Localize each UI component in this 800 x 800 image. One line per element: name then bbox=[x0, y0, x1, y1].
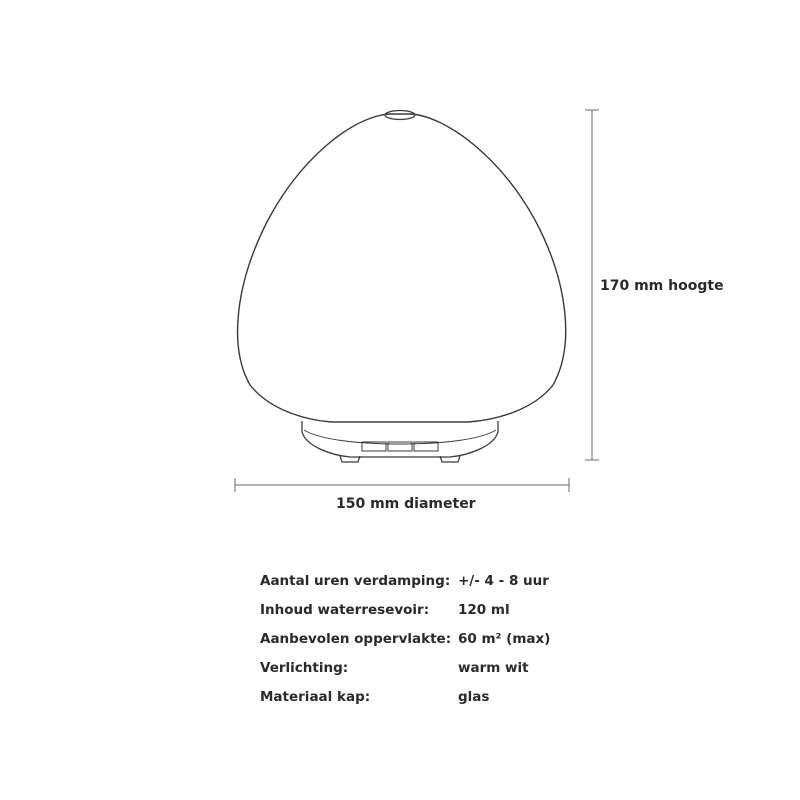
spec-value: 60 m² (max) bbox=[458, 630, 551, 647]
dome-top-opening bbox=[385, 111, 415, 120]
spec-row-reservoir-capacity bbox=[260, 595, 600, 624]
spec-row-shade-material bbox=[260, 682, 600, 711]
spec-row-recommended-area bbox=[260, 624, 600, 653]
spec-value: warm wit bbox=[458, 659, 529, 676]
spec-label: Aantal uren verdamping: bbox=[260, 572, 451, 589]
spec-value: 120 ml bbox=[458, 601, 510, 618]
control-button-2 bbox=[388, 442, 412, 451]
spec-table bbox=[260, 566, 600, 711]
spec-label: Verlichting: bbox=[260, 659, 349, 676]
spec-value: +/- 4 - 8 uur bbox=[458, 572, 549, 589]
spec-label: Inhoud waterresevoir: bbox=[260, 601, 430, 618]
spec-row-evaporation-hours bbox=[260, 566, 600, 595]
height-label: 170 mm hoogte bbox=[600, 278, 724, 294]
spec-label: Aanbevolen oppervlakte: bbox=[260, 630, 452, 647]
spec-row-lighting bbox=[260, 653, 600, 682]
diameter-label: 150 mm diameter bbox=[336, 496, 476, 512]
spec-label: Materiaal kap: bbox=[260, 688, 371, 705]
glass-dome bbox=[238, 114, 566, 422]
spec-value: glas bbox=[458, 688, 490, 705]
